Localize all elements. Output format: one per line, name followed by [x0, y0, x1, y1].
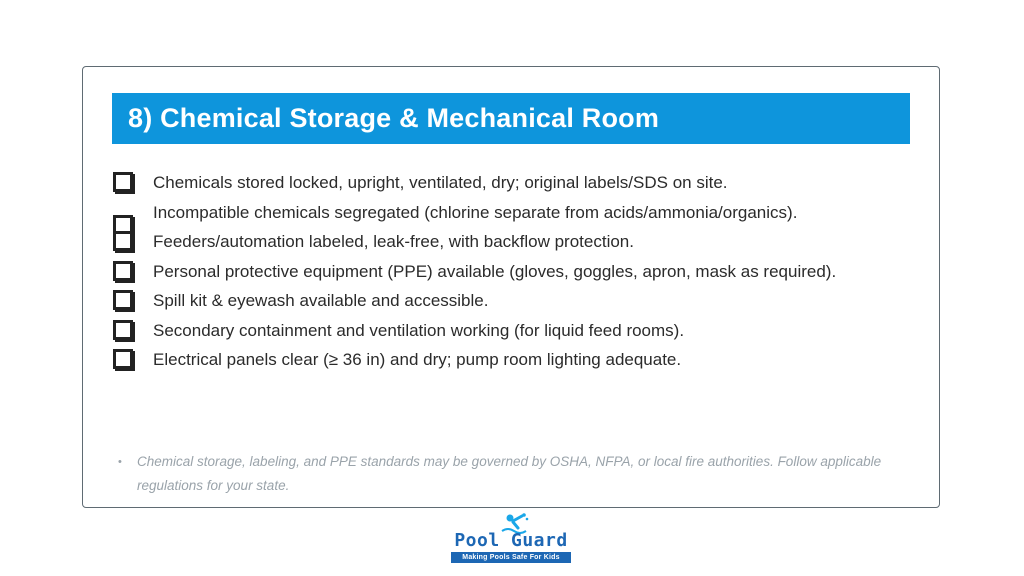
- checklist-item: [110, 168, 910, 198]
- checkbox-icon[interactable]: [113, 349, 133, 369]
- checkbox-icon[interactable]: [113, 290, 133, 310]
- checklist-item: [110, 257, 910, 287]
- checklist-item-label: Spill kit & eyewash available and accessible.: [153, 291, 489, 310]
- bullet-dot-icon: •: [118, 456, 122, 468]
- checklist-item-label: Personal protective equipment (PPE) available (gloves, goggles, apron, mask as required).: [153, 261, 837, 281]
- checklist-item: [110, 316, 910, 346]
- section-header: [112, 93, 910, 144]
- checklist-item-label: Secondary containment and ventilation working (for liquid feed rooms).: [153, 320, 685, 340]
- checkbox-icon[interactable]: [113, 231, 133, 251]
- logo-tagline: Making Pools Safe For Kids: [451, 552, 571, 563]
- checklist-item-label: Feeders/automation labeled, leak-free, with backflow protection.: [153, 232, 634, 251]
- note-item: [118, 450, 918, 498]
- checklist: [110, 168, 910, 375]
- checklist-item-label: Electrical panels clear (≥ 36 in) and dry; pump room lighting adequate.: [153, 350, 682, 369]
- checklist-item-label: Chemicals stored locked, upright, ventilated, dry; original labels/SDS on site.: [153, 173, 728, 192]
- section-title: 8) Chemical Storage & Mechanical Room: [128, 103, 660, 133]
- checklist-item: [110, 345, 910, 375]
- checklist-item: [110, 286, 910, 316]
- pool-guard-logo: [448, 512, 574, 568]
- checklist-item: [110, 198, 910, 228]
- checkbox-icon[interactable]: [113, 261, 133, 281]
- note-text: Chemical storage, labeling, and PPE standards may be governed by OSHA, NFPA, or local fire authorities. Follow applicable regulations for your state.: [137, 454, 882, 493]
- checklist-item-label: Incompatible chemicals segregated (chlorine separate from acids/ammonia/organics).: [153, 202, 798, 222]
- checkbox-icon[interactable]: [113, 320, 133, 340]
- checklist-item: [110, 227, 910, 257]
- notes: [118, 450, 918, 498]
- logo-name: Pool Guard: [454, 530, 568, 551]
- checkbox-icon[interactable]: [113, 172, 133, 192]
